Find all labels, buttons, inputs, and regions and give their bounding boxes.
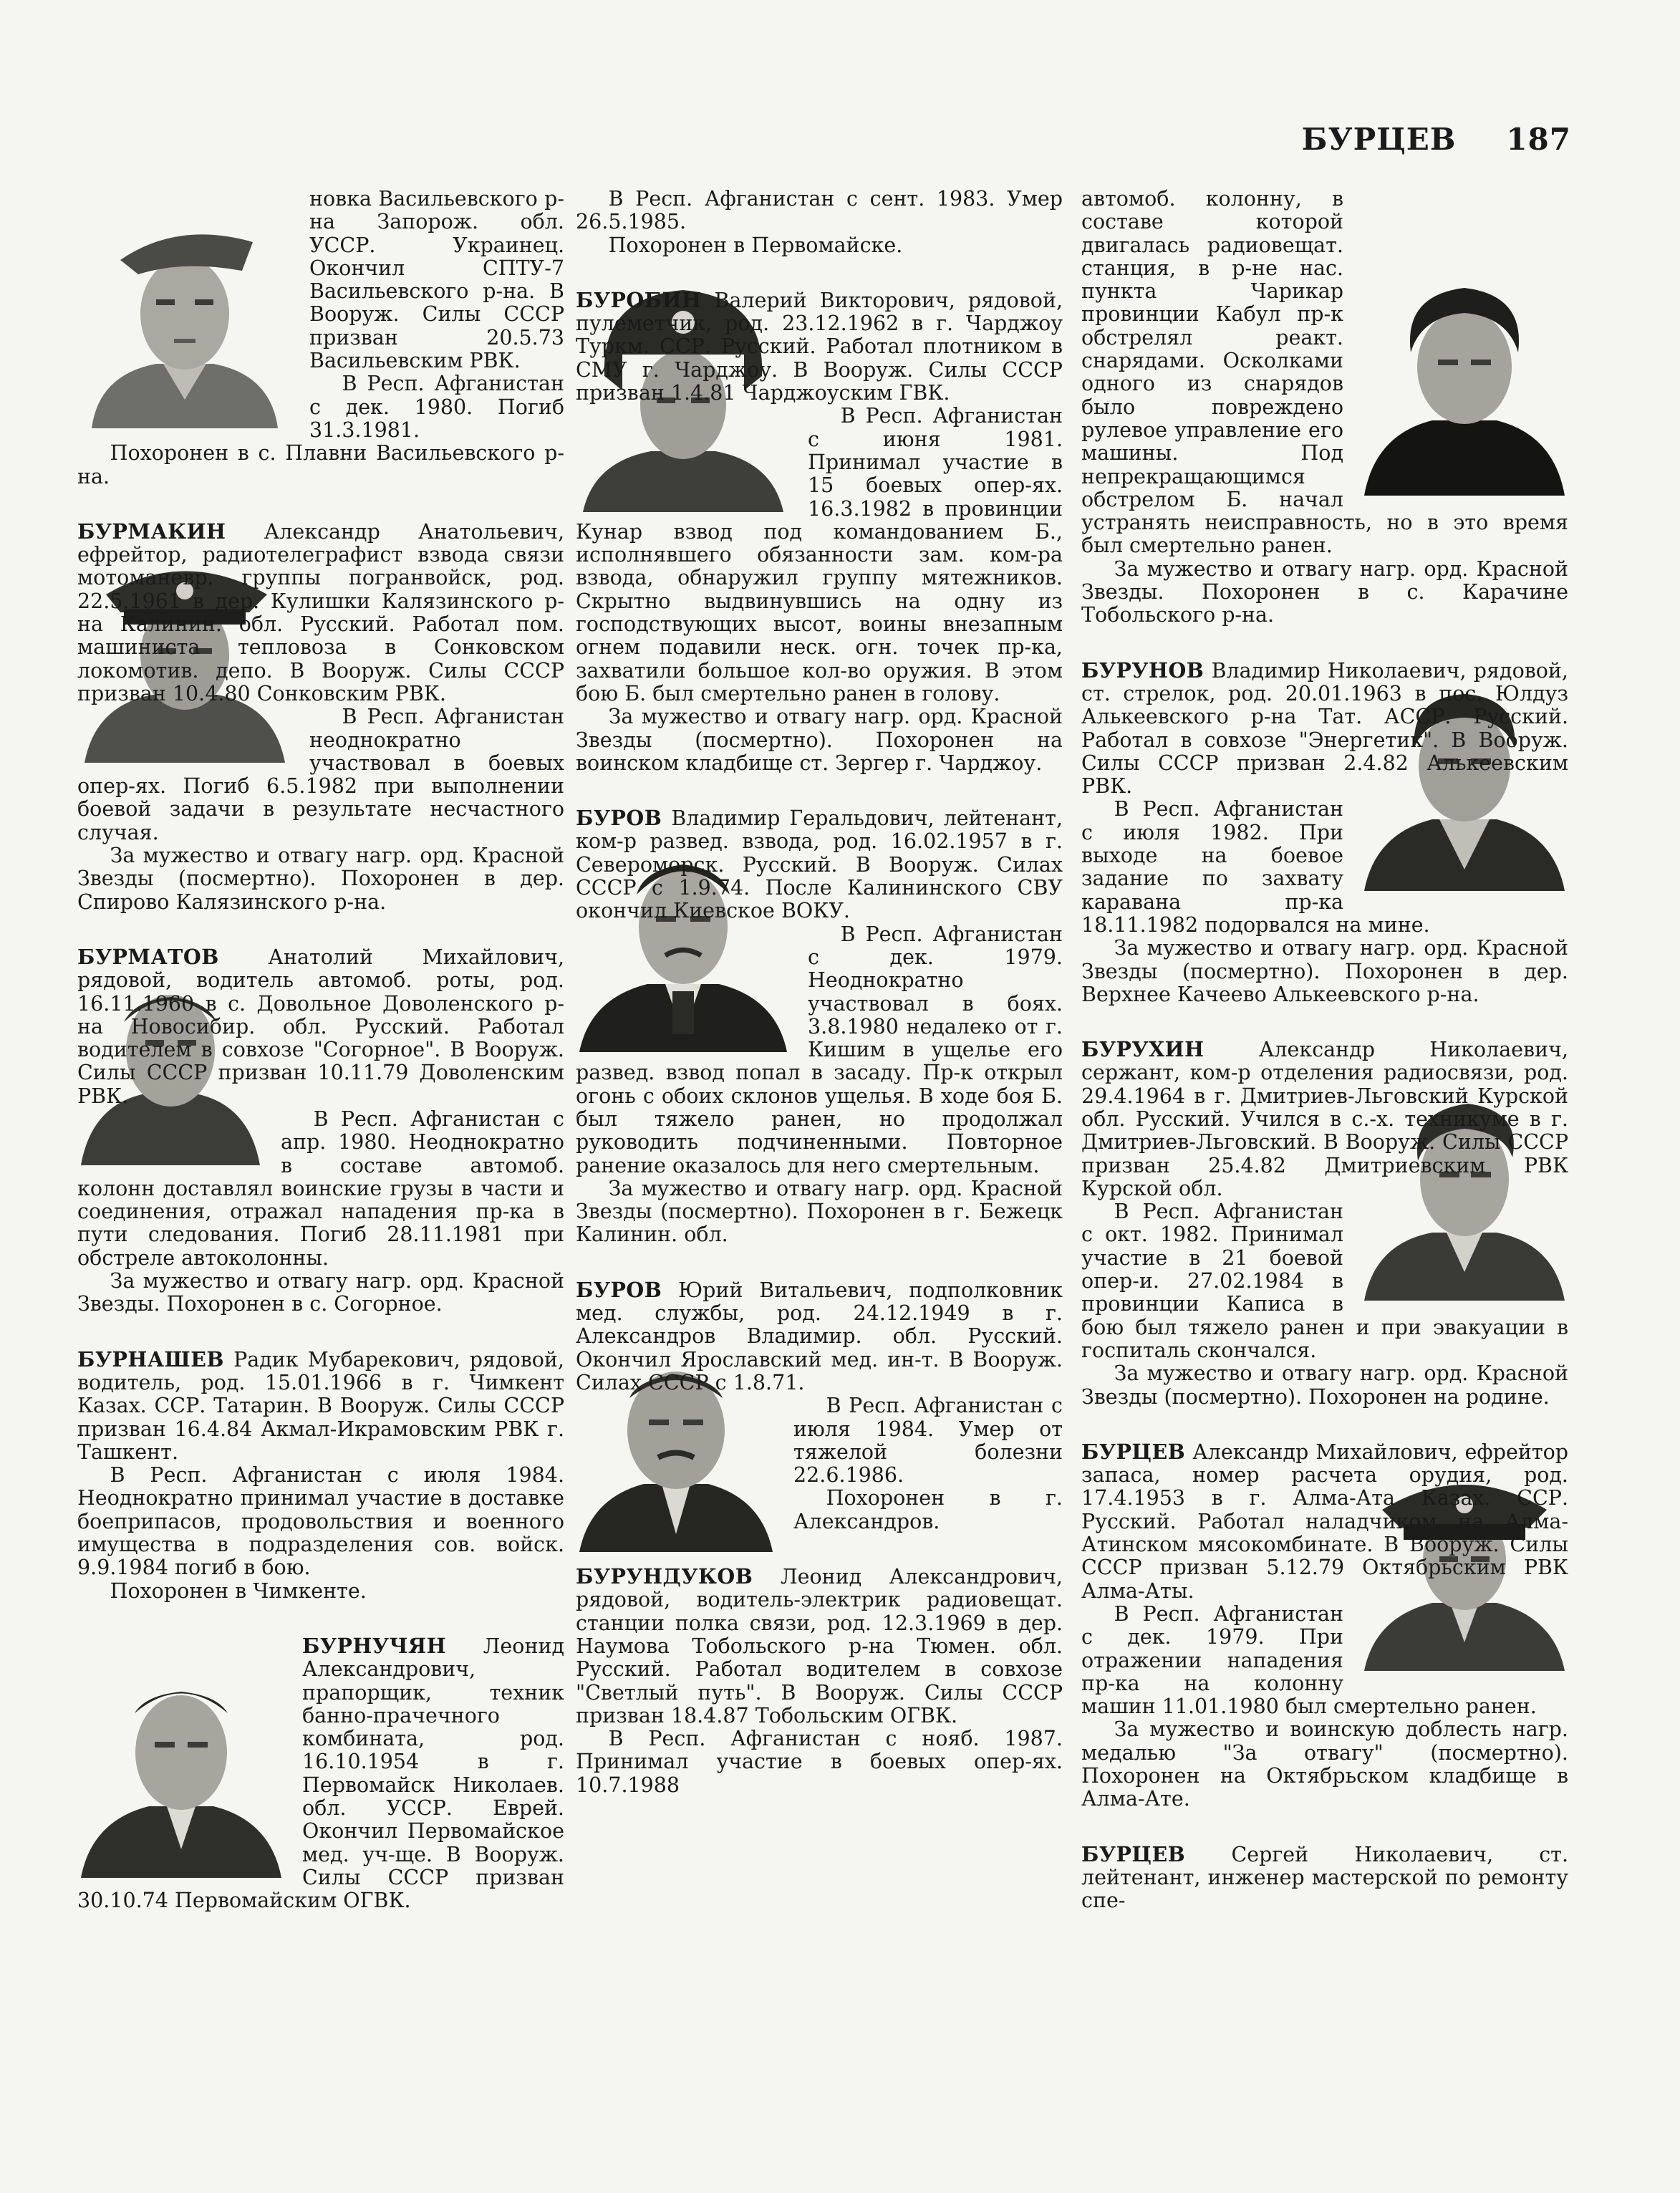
entry-paragraph: За мужество и отвагу нагр. орд. Красной Звезды (посмертно). Похоронен на воинском кладбище ст. Зергер г. Чарджоу. xyxy=(576,705,1063,775)
entry-text: Анатолий Михайлович, рядовой, водитель автомоб. роты, род. 16.11.1960 в с. Довольное Доволенского р-на Новосибир. обл. Русский. Работал водителем в совхозе "Согорное". В Вооруж. Силы СССР призван 10.11.79 Доволенским РВК. xyxy=(77,945,565,1108)
entry-paragraph: В Респ. Афганистан с июня 1981. Принимал участие в 15 боевых опер-ях. 16.3.1982 в провинции Кунар взвод под командованием Б., исполнявшего обязанности зам. ком-ра взвода, обнаружил группу мятежников. Скрытно выдвинувшись на одну из господствующих высот, воины внезапным огнем подавили неск. огн. точек пр-ка, захватили большое кол-во оружия. В этом бою Б. был смертельно ранен в голову. xyxy=(576,404,1063,705)
entry-paragraph: За мужество и отвагу нагр. орд. Красной Звезды (посмертно). Похоронен в дер. Верхнее Качеево Алькеевского р-на. xyxy=(1081,936,1568,1006)
entry-burnashev xyxy=(77,1348,564,1464)
entry-text: Александр Анатольевич, ефрейтор, радиотелеграфист взвода связи мотоманевр. группы погранвойск, род. 22.5.1961 в дер. Кулишки Калязинского р-на Калинин. обл. Русский. Работал пом. машиниста тепловоза в Сонковском локомотив. депо. В Вооруж. Силы СССР призван 10.4.80 Сонковским РВК. xyxy=(77,519,565,705)
entry-text: Сергей Николаевич, ст. лейтенант, инженер мастерской по ремонту спе- xyxy=(1081,1842,1568,1913)
entry-burtsev-sergei xyxy=(1081,1843,1568,1913)
portrait-photo xyxy=(1361,252,1568,496)
portrait-photo xyxy=(77,192,292,428)
entry-paragraph: За мужество и воинскую доблесть нагр. медалью "За отвагу" (посмертно). Похоронен на Октябрьском кладбище в Алма-Ате. xyxy=(1081,1717,1568,1811)
entry-burtsev-aleksandr xyxy=(1081,1440,1568,1603)
running-head-surname: БУРЦЕВ xyxy=(1301,122,1457,157)
entry-text: Валерий Викторович, рядовой, пулеметчик, род. 23.12.1962 в г. Чарджоу Туркм. ССР. Русский. Работал плотником в СМУ г. Чарджоу. В Вооруж. Силы СССР призван 1.4.81 Чарджоуским ГВК. xyxy=(576,288,1063,405)
entry-paragraph: В Респ. Афганистан с июля 1984. Неоднократно принимал участие в доставке боеприпасов, продовольствия и военного имущества в подразделения сов. войск. 9.9.1984 погиб в бою. xyxy=(77,1463,564,1580)
entry-paragraph: В Респ. Афганистан с дек. 1980. Погиб 31.3.1981. xyxy=(309,372,564,442)
entry-continuation-text: В Респ. Афганистан с сент. 1983. Умер 26.5.1985. xyxy=(576,187,1063,234)
entry-text: Радик Мубарекович, рядовой, водитель, род. 15.01.1966 в г. Чимкент Казах. ССР. Татарин. В Вооруж. Силы СССР призван 16.4.84 Акмал-Икрамовским РВК г. Ташкент. xyxy=(77,1347,564,1464)
entry-paragraph: В Респ. Афганистан с июля 1982. При выходе на боевое задание по захвату каравана пр-ка 18.11.1982 подорвался на мине. xyxy=(1081,797,1430,937)
entry-paragraph: В Респ. Афганистан с нояб. 1987. Принимал участие в боевых опер-ях. 10.7.1988 xyxy=(576,1727,1063,1797)
entry-burmatov xyxy=(77,945,564,1108)
entry-surname: БУРНАШЕВ xyxy=(77,1346,225,1372)
entry-continuation-text: автомоб. колонну, в составе которой двигалась радиовещат. станция, в р-не нас. пункта Чарикар провинции Кабул пр-к обстрелял реакт. снарядами. Осколками одного из снарядов было повреждено рулевое управление его машины. Под непрекращающимся обстрелом Б. начал устранять неисправность, но в это время был смертельно ранен. xyxy=(1081,187,1568,558)
page-number: 187 xyxy=(1506,122,1571,157)
portrait-photo xyxy=(77,1634,285,1878)
entry-burmakin xyxy=(77,520,564,705)
entry-text: Владимир Николаевич, рядовой, ст. стрелок, род. 20.01.1963 в пос. Юлдуз Алькеевского р-на Тат. АССР. Русский. Работал в совхозе "Энергетик". В Вооруж. Силы СССР призван 2.4.82 Алькеевским РВК. xyxy=(1081,658,1568,799)
entry-surname: БУРУХИН xyxy=(1081,1037,1205,1062)
entry-surname: БУРОВ xyxy=(576,806,662,831)
entry-paragraph: В Респ. Афганистан с апр. 1980. Неоднократно в составе автомоб. колонн доставлял воинские грузы в части и соединения, отражал нападения пр-ка в пути следования. Погиб 28.11.1981 при обстреле автоколонны. xyxy=(77,1107,564,1270)
entry-surname: БУРОБИН xyxy=(576,287,702,312)
entry-paragraph: За мужество и отвагу нагр. орд. Красной Звезды (посмертно). Похоронен на родине. xyxy=(1081,1361,1568,1409)
entry-paragraph: Похоронен в Чимкенте. xyxy=(110,1579,367,1603)
running-head xyxy=(1302,122,1571,157)
column-2 xyxy=(576,188,1063,1797)
entry-text: Леонид Александрович, рядовой, водитель-электрик радиовещат. станции полка связи, род. 12.3.1969 в дер. Наумова Тобольского р-на Тюмен. обл. Русский. Работал водителем в совхозе "Светлый путь". В Вооруж. Силы СССР призван 18.4.87 Тобольским ОГВК. xyxy=(576,1565,1063,1727)
entry-burov-vladimir xyxy=(576,806,1063,922)
entry-paragraph: За мужество и отвагу нагр. орд. Красной Звезды (посмертно). Похоронен в г. Бежецк Калинин. обл. xyxy=(576,1176,1063,1247)
entry-burundukov xyxy=(576,1565,1063,1727)
entry-burov-yuri xyxy=(576,1278,1063,1394)
entry-paragraph: За мужество и отвагу нагр. орд. Красной Звезды (посмертно). Похоронен в дер. Спирово Калязинского р-на. xyxy=(77,844,564,914)
entry-paragraph: Похоронен в с. Плавни Васильевского р-на. xyxy=(77,441,564,488)
entry-text: Леонид Александрович, прапорщик, техник банно-прачечного комбината, род. 16.10.1954 в г. Первомайск Николаев. обл. УССР. Еврей. Окончил Первомайское мед. уч-ще. В Вооруж. Силы СССР призван 30.10.74 Первомайским ОГВК. xyxy=(77,1634,564,1913)
column-3 xyxy=(1081,188,1568,1912)
entry-text: Юрий Витальевич, подполковник мед. службы, род. 24.12.1949 в г. Александров Владимир. обл. Русский. Окончил Ярославский мед. ин-т. В Вооруж. Силах СССР с 1.8.71. xyxy=(576,1278,1063,1394)
entry-surname: БУРЦЕВ xyxy=(1081,1439,1186,1464)
entry-paragraph: Похоронен в г. Александров. xyxy=(793,1486,1063,1533)
entry-surname: БУРМАТОВ xyxy=(77,944,219,969)
entry-burobin xyxy=(576,289,1063,405)
entry-paragraph: В Респ. Афганистан с окт. 1982. Принимал участие в 21 боевой опер-и. 27.02.1984 в провинции Каписа в бою был тяжело ранен и при эвакуации в госпиталь скончался. xyxy=(1081,1200,1568,1362)
entry-text: Александр Николаевич, сержант, ком-р отделения радиосвязи, род. 29.4.1964 в г. Дмитриев-Льговский Курской обл. Русский. Учился в с.-х. техникуме в г. Дмитриев-Льговский. В Вооруж. Силы СССР призван 25.4.82 Дмитриевским РВК Курской обл. xyxy=(1081,1038,1568,1200)
entry-burukhin xyxy=(1081,1038,1568,1200)
entry-surname: БУРНУЧЯН xyxy=(302,1633,447,1658)
entry-paragraph: В Респ. Афганистан с дек. 1979. При отражении нападения пр-ка на колонну машин 11.01.1980 был смертельно ранен. xyxy=(1081,1601,1537,1719)
entry-text: Александр Михайлович, ефрейтор запаса, номер расчета орудия, род. 17.4.1953 в г. Алма-Ата Казах. ССР. Русский. Работал наладчиком на Алма-Атинском мясокомбинате. В Вооруж. Силы СССР призван 5.12.79 Октябрьским РВК Алма-Аты. xyxy=(1081,1440,1569,1603)
entry-surname: БУРУНОВ xyxy=(1081,657,1205,683)
entry-surname: БУРУНДУКОВ xyxy=(576,1564,753,1589)
entry-surname: БУРОВ xyxy=(576,1277,662,1302)
entry-continuation-text: новка Васильевского р-на Запорож. обл. УССР. Украинец. Окончил СПТУ-7 Васильевского р-на. В Вооруж. Силы СССР призван 20.5.73 Васильевским РВК. xyxy=(309,187,564,373)
entry-paragraph: За мужество и отвагу нагр. орд. Красной Звезды. Похоронен в с. Карачине Тобольского р-на. xyxy=(1081,556,1568,627)
entry-surname: БУРМАКИН xyxy=(77,519,226,544)
column-1 xyxy=(77,188,564,1912)
entry-paragraph: За мужество и отвагу нагр. орд. Красной Звезды. Похоронен в с. Согорное. xyxy=(77,1269,564,1316)
entry-text: Владимир Геральдович, лейтенант, ком-р развед. взвода, род. 16.02.1957 в г. Североморск. Русский. В Вооруж. Силах СССР с 1.9.74. После Калининского СВУ окончил Киевское ВОКУ. xyxy=(576,806,1063,923)
entry-surname: БУРЦЕВ xyxy=(1081,1841,1186,1866)
entry-paragraph: В Респ. Афганистан с дек. 1979. Неоднократно участвовал в боях. 3.8.1980 недалеко от г. Кишим в ущелье его развед. взвод попал в засаду. Пр-к открыл огонь с обоих склонов ущелья. В ходе боя Б. был тяжело ранен, но продолжал руководить подчиненными. Повторное ранение оказалось для него смертельным. xyxy=(576,922,1063,1177)
entry-paragraph: В Респ. Афганистан неоднократно участвовал в боевых опер-ях. Погиб 6.5.1982 при выполнении боевой задачи в результате несчастного случая. xyxy=(77,705,564,844)
entry-paragraph: В Респ. Афганистан с июля 1984. Умер от тяжелой болезни 22.6.1986. xyxy=(793,1394,1063,1488)
entry-paragraph: Похоронен в Первомайске. xyxy=(608,233,903,257)
